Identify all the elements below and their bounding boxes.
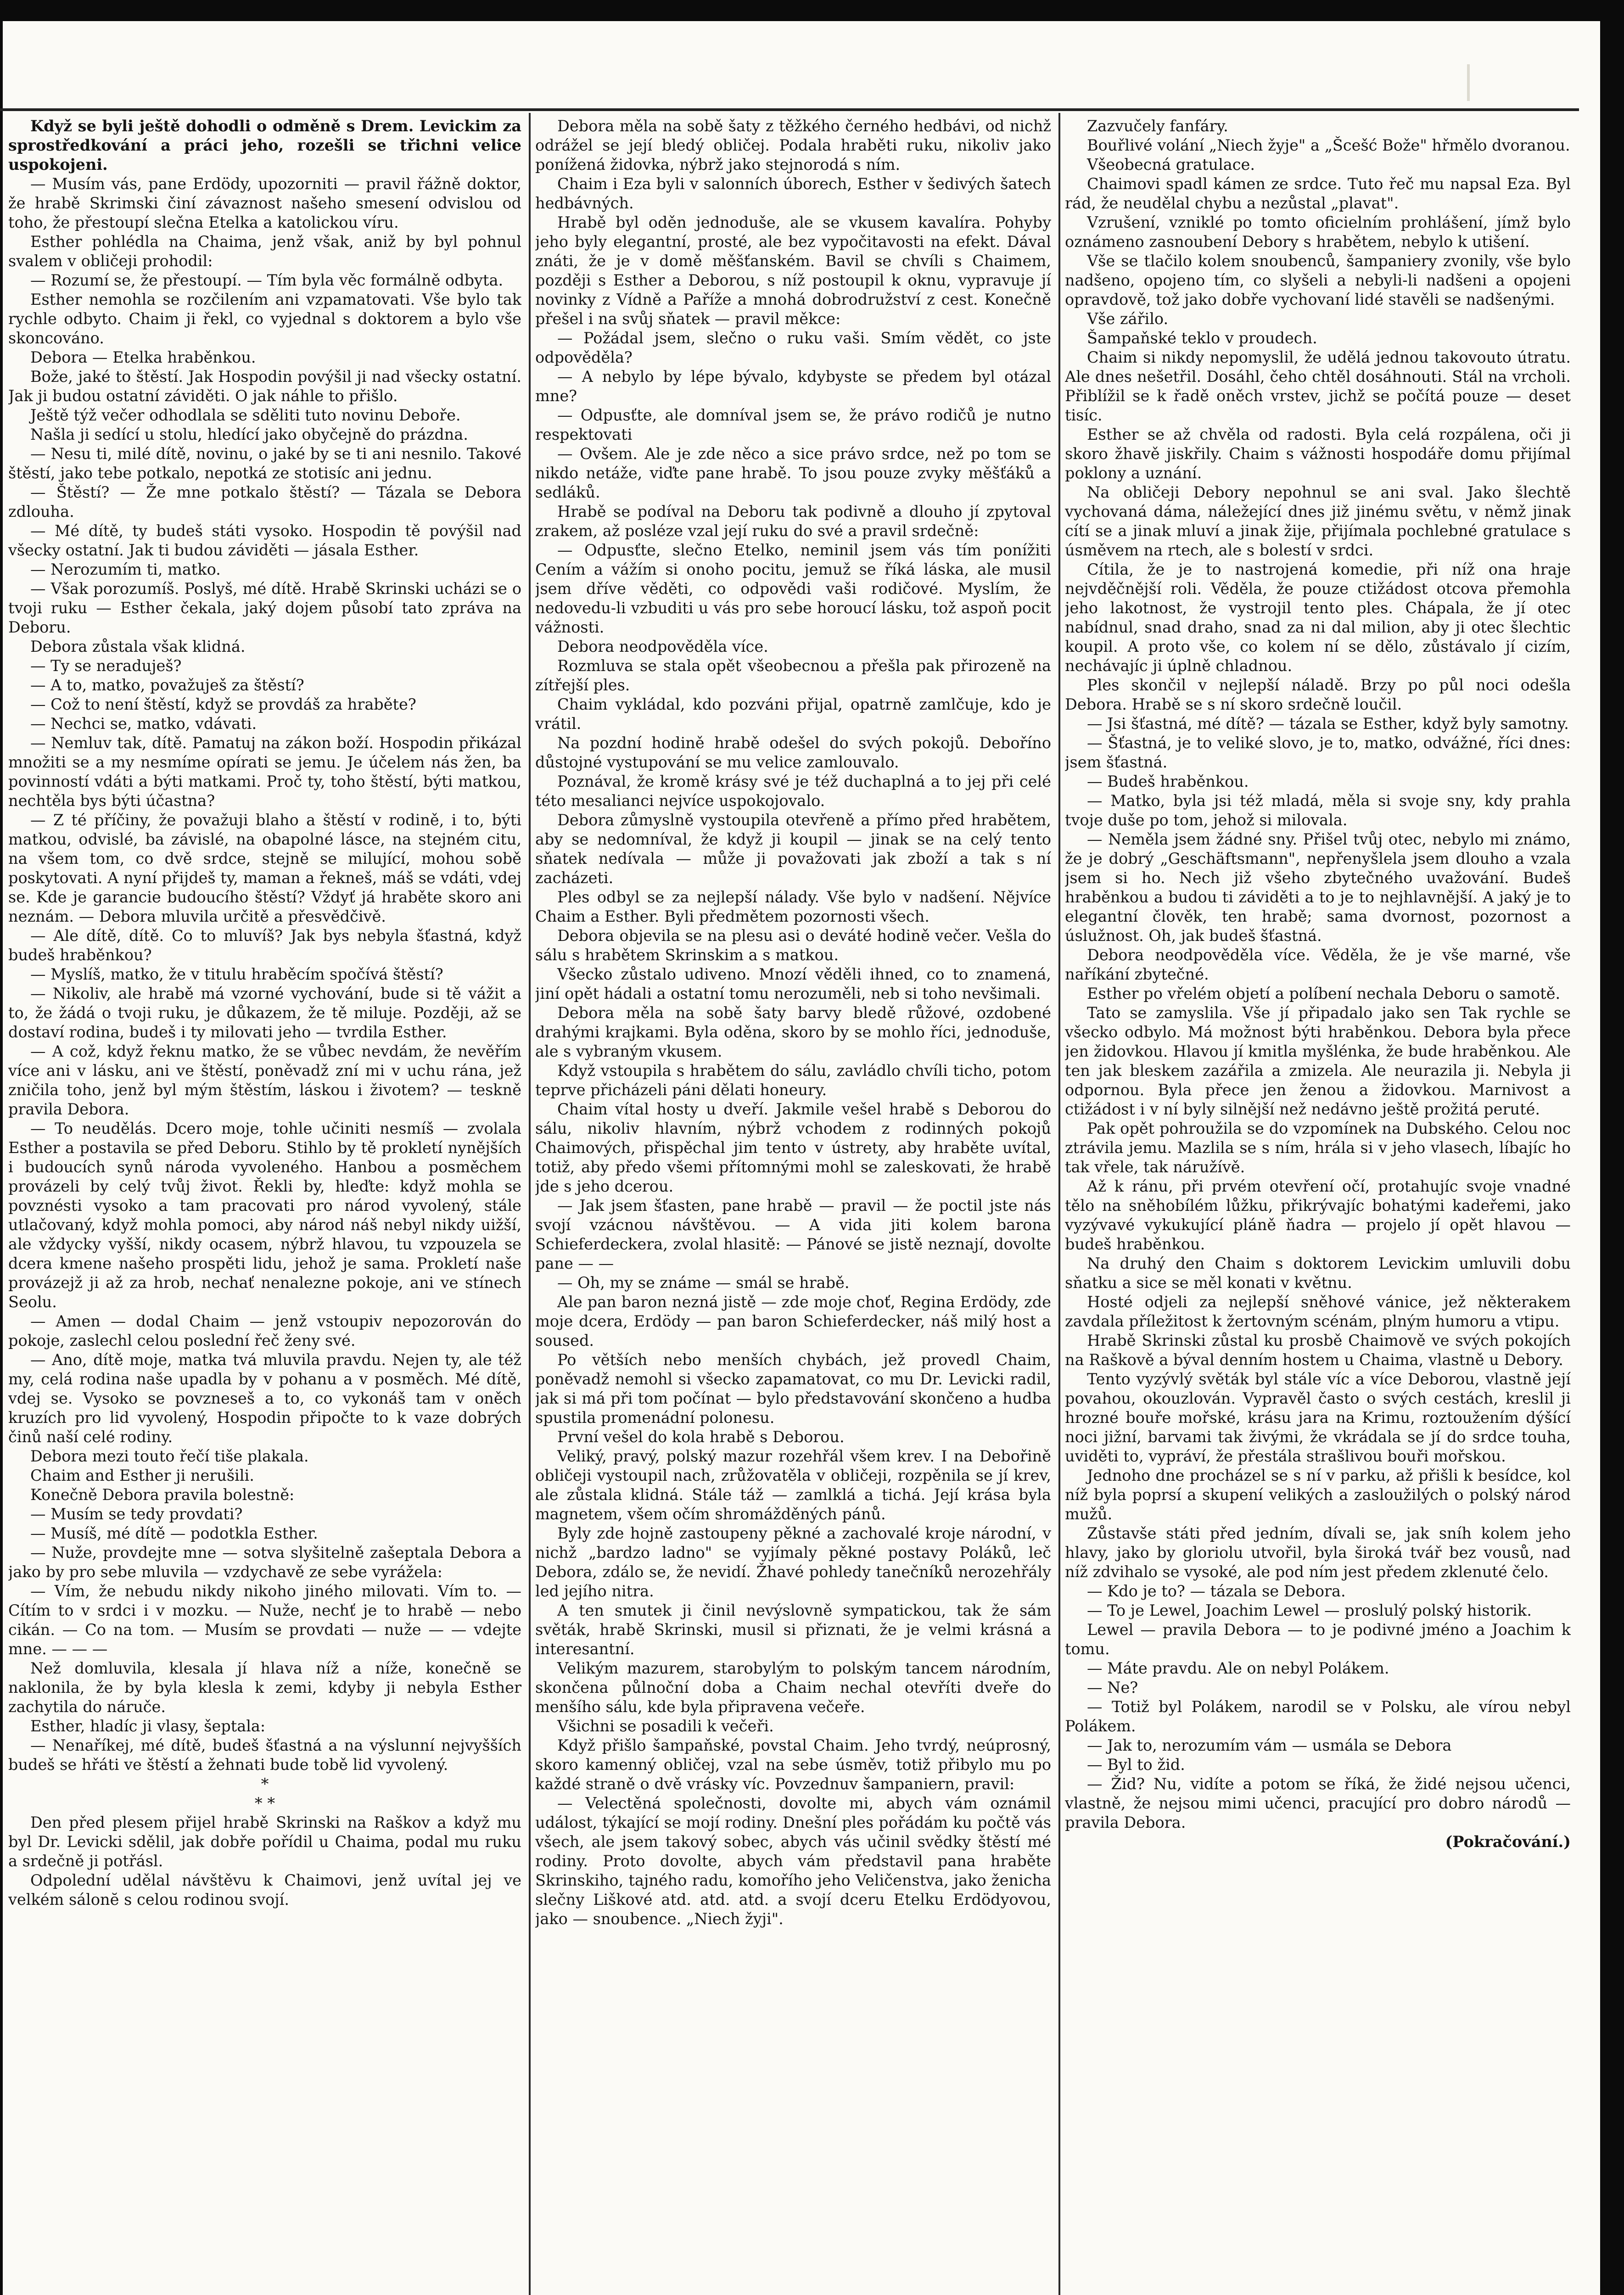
- article-paragraph: — A což, když řeknu matko, že se vůbec nevdám, že nevěřím více ani v lásku, ani ve štěstí, poněvadž zní mi v uchu rána, jež zničila toho, jenž byl mým štěstím, láskou i životem? — teskně pravila Debora.: [8, 1042, 521, 1118]
- article-paragraph: — Nerozumím ti, matko.: [30, 560, 221, 578]
- article-paragraph: — Totiž byl Polákem, narodil se v Polsku, ale vírou nebyl Polákem.: [1065, 1698, 1571, 1735]
- article-paragraph: Esther, hladíc ji vlasy, šeptala:: [30, 1717, 266, 1735]
- article-paragraph: — Žid? Nu, vidíte a potom se říká, že židé nejsou učenci, vlastně, že nejsou mimi učenci, pracující pro dobro národů — pravila Debora.: [1065, 1775, 1571, 1831]
- article-paragraph: Všecko zůstalo udiveno. Mnozí věděli ihned, co to znamená, jiní opět hádali a ostatní tomu nerozuměli, neb si toho nevšimali.: [535, 965, 1051, 1002]
- article-paragraph: — Rozumí se, že přestoupí. — Tím byla věc formálně odbyta.: [30, 271, 504, 289]
- article-paragraph: — Z té příčiny, že považuji blaho a štěstí v rodině, i to, býti matkou, odvislé, ba závislé, na obapolné lásce, na stejném citu, na všem tom, co dvě srdce, stejně se milující, mohou sobě poskytovati. A nyní přijdeš ty, maman a řekneš, máš se vdáti, vdej se. Kde je garancie budoucího štěstí? Vždyť já hraběte skoro ani neznám. — Debora mluvila určitě a přesvědčivě.: [8, 811, 521, 925]
- article-paragraph: — Myslíš, matko, že v titulu hraběcím spočívá štěstí?: [30, 965, 443, 983]
- article-paragraph: — Jak jsem šťasten, pane hrabě — pravil — že poctil jste nás svojí vzácnou návštěvou. — A vida jiti kolem barona Schieferdeckera, zvolal hlasitě: — Pánové se jistě neznají, dovolte pane — —: [535, 1197, 1051, 1272]
- article-paragraph: — Ty se neraduješ?: [30, 657, 182, 675]
- article-paragraph: První vešel do kola hrabě s Deborou.: [557, 1428, 845, 1446]
- article-paragraph: — Šťastná, je to veliké slovo, je to, matko, odvážné, říci dnes: jsem šťastná.: [1065, 734, 1571, 771]
- article-paragraph: Chaim vítal hosty u dveří. Jakmile vešel hrabě s Deborou do sálu, nikoliv hlavním, nýbrž vchodem z rodinných pokojů Chaimových, přispěchal jim tento v ústrety, aby hraběte uvítal, totiž, aby předo všemi přítomnými mohl se zaleskovati, že hrabě jde s jeho dcerou.: [535, 1100, 1051, 1195]
- article-paragraph: Všeobecná gratulace.: [1087, 156, 1255, 174]
- article-paragraph: Bože, jaké to štěstí. Jak Hospodin povýšil ji nad všecky ostatní. Jak ji budou ostatní záviděti. O jak náhle to přišlo.: [8, 368, 521, 405]
- text-column-2: [535, 117, 1051, 2295]
- article-paragraph: — Požádal jsem, slečno o ruku vaši. Smím vědět, co jste odpověděla?: [535, 329, 1051, 366]
- article-paragraph: — Matko, byla jsi též mladá, měla si svoje sny, kdy prahla tvoje duše po tom, jehož si milovala.: [1065, 792, 1571, 829]
- article-paragraph: Když vstoupila s hrabětem do sálu, zavládlo chvíli ticho, potom teprve přicházeli páni dělati honeury.: [535, 1062, 1051, 1099]
- article-paragraph: Našla ji sedící u stolu, hledící jako obyčejně do prázdna.: [30, 425, 468, 443]
- article-paragraph: A ten smutek ji činil nevýslovně sympatickou, tak že sám světák, hrabě Skrinski, musil si přiznati, že je velmi krásná a interesantní.: [535, 1601, 1051, 1658]
- article-paragraph: Když se byli ještě dohodli o odměně s Drem. Levickim za sprostředkování a práci jeho, rozešli se třichni velice uspokojeni.: [8, 117, 521, 174]
- article-paragraph: Zůstavše státi před jedním, dívali se, jak sníh kolem jeho hlavy, jako by gloriolu utvořil, byla široká tvář bez vousů, nad níž zdvihalo se vysoké, ale pod ním jest předem zklenuté čelo.: [1065, 1524, 1571, 1581]
- article-paragraph: Vzrušení, vzniklé po tomto oficielním prohlášení, jímž bylo oznámeno zasnoubení Debory s hrabětem, nebylo k utišení.: [1065, 213, 1571, 251]
- article-paragraph: Chaim vykládal, kdo pozváni přijal, opatrně zamlčuje, kdo je vrátil.: [535, 695, 1051, 733]
- article-paragraph: Odpolední udělal návštěvu k Chaimovi, jenž uvítal jej ve velkém sálonĕ s celou rodinou svojí.: [8, 1871, 521, 1909]
- article-paragraph: — Vím, že nebudu nikdy nikoho jiného milovati. Vím to. — Cítím to v srdci i v mozku. — Nuže, nechť je to hrabě — nebo cikán. — Co na tom. — Musím se provdati — nuže — — vdejte mne. — — —: [8, 1582, 521, 1658]
- article-paragraph: Vše se tlačilo kolem snoubenců, šampaniery zvonily, vše bylo nadšeno, opojeno tím, co slyšeli a nebyli-li nadšeni a opojeni opravdově, tož jako dobře vychovaní lidé stavěli se nadšenými.: [1065, 252, 1571, 308]
- article-paragraph: Debora objevila se na plesu asi o deváté hodině večer. Vešla do sálu s hrabětem Skrinskim a s matkou.: [535, 927, 1051, 964]
- article-paragraph: Debora zůstala však klidná.: [30, 638, 246, 655]
- article-paragraph: — Jak to, nerozumím vám — usmála se Debora: [1087, 1736, 1452, 1754]
- column-divider-2: [1058, 113, 1060, 2295]
- article-paragraph: — Jsi šťastná, mé dítě? — tázala se Esther, když byly samotny.: [1087, 715, 1569, 733]
- article-paragraph: Tento vyzývlý světák byl stále víc a více Deborou, vlastně její povahou, okouzlován. Vypravěl často o svých cestách, kreslil ji hrozné bouře mořské, krásu jara na Krimu, roztoužením dýšící noci jižní, barvami tak živými, že vkrádala se jí do srdce touha, uviděti to, vypráví, že přestála strašlivou bouři mořskou.: [1065, 1370, 1571, 1465]
- article-paragraph: Jednoho dne procházel se s ní v parku, až přišli k besídce, kol níž byla poprsí a skupení velikých a zasloužilých o polský národ mužů.: [1065, 1467, 1571, 1523]
- paper-mark: [1467, 64, 1470, 101]
- article-paragraph: Všichni se posadili k večeři.: [557, 1717, 774, 1735]
- article-paragraph: — Máte pravdu. Ale on nebyl Polákem.: [1087, 1659, 1389, 1677]
- article-paragraph: Hrabě byl oděn jednoduše, ale se vkusem kavalíra. Pohyby jeho byly elegantní, prosté, ale bez vypočitavosti na efekt. Dával znáti, že je v domě měšťanském. Bavil se chvíli s Chaimem, později s Esther a Deborou, s níž postoupil k oknu, vypravuje jí novinky z Vídně a Paříže a mnohá dobrodružství z cest. Konečně přešel i na svůj sňatek — pravil měkce:: [535, 213, 1051, 328]
- article-paragraph: — A nebylo by lépe bývalo, kdybyste se předem byl otázal mne?: [535, 368, 1051, 405]
- article-paragraph: Na obličeji Debory nepohnul se ani sval. Jako šlechtě vychovaná dáma, náležející dnes již jinému světu, v němž jinak cítí se a jinak mluví a jinak žije, přijímala pochlebné gratulace s úsměvem na rtech, ale s bolestí v srdci.: [1065, 483, 1571, 559]
- article-paragraph: Debora mezi touto řečí tiše plakala.: [30, 1447, 309, 1465]
- article-paragraph: Ještě týž večer odhodlala se sděliti tuto novinu Deboře.: [30, 406, 461, 424]
- article-paragraph: — Ovšem. Ale je zde něco a sice právo srdce, než po tom se nikdo netáže, viďte pane hrabě. To jsou pouze zvyky měšťáků a sedláků.: [535, 445, 1051, 501]
- article-paragraph: Až k ránu, při prvém otevření očí, protahujíc svoje vnadné tělo na sněhobílém lůžku, přikrývajíc bohatými kadeřemi, jako vyzývavé vykukující pláně ňadra — projelo jí opět hlavou — budeš hraběnkou.: [1065, 1177, 1571, 1253]
- article-paragraph: Esther se až chvěla od radosti. Byla celá rozpálena, oči ji skoro žhavě jiskřily. Chaim s vážnosti hospodáře domu přijímal poklony a uznání.: [1065, 425, 1571, 482]
- article-paragraph: Byly zde hojně zastoupeny pěkné a zachovalé kroje národní, v nichž „bardzo ladno" se vyjímaly pěkné postavy Poláků, leč Debora, zdálo se, že nevidí. Žhavé pohledy tanečníků nerozehřály led jejího nitra.: [535, 1524, 1051, 1600]
- article-paragraph: Esther pohlédla na Chaima, jenž však, aniž by byl pohnul svalem v obličeji prohodil:: [8, 233, 521, 270]
- article-paragraph: (Pokračování.): [1445, 1833, 1571, 1851]
- scan-border-left: [0, 0, 3, 2295]
- article-paragraph: Debora neodpověděla více. Věděla, že je vše marné, vše naříkání zbytečné.: [1065, 946, 1571, 983]
- article-paragraph: Pak opět pohroužila se do vzpomínek na Dubského. Celou noc ztrávila jemu. Mazlila se s ním, hrála si v jeho vlasech, líbajíc ho tak vřele, tak náružívě.: [1065, 1120, 1571, 1176]
- scan-border-top: [0, 0, 1624, 21]
- article-paragraph: *: [261, 1775, 269, 1793]
- article-paragraph: Zazvučely fanfáry.: [1087, 117, 1228, 135]
- article-paragraph: — Velectěná společnosti, dovolte mi, abych vám oznámil událost, týkající se mojí rodiny. Dnešní ples pořádám ku počtě vás všech, ale jsem takový sobec, abych vás učinil svědky štěstí mé rodiny. Proto dovolte, abych vám představil pana hraběte Skrinskiho, tajného radu, komořího jeho Veličenstva, jako ženicha slečny Liškové atd. atd. atd. a svojí dceru Etelku Erdödyovou, jako — snoubence. „Niech žyji".: [535, 1794, 1051, 1928]
- article-paragraph: Šampaňské teklo v proudech.: [1087, 329, 1317, 347]
- text-column-1: [8, 117, 521, 2295]
- article-paragraph: — Nuže, provdejte mne — sotva slyšitelně zašeptala Debora a jako by pro sebe mluvila — vzdychavě ze sebe vyrážela:: [8, 1544, 521, 1581]
- article-paragraph: — Musíš, mé dítě — podotkla Esther.: [30, 1524, 318, 1542]
- article-paragraph: — To neudělás. Dcero moje, tohle učiniti nesmíš — zvolala Esther a postavila se před Deboru. Stihlo by tě prokletí nynějších i budoucích synů národa vyvoleného. Hanbou a posměchem provázeli by celý tvůj život. Řekli by, hleďte: když mohla se povznésti vysoko a tam pracovati pro národ vyvolený, stále utlačovaný, když mohla pomoci, aby národ náš nebyl nikdy uižší, ale vždycky vyšší, nikdy ocasem, nýbrž hlavou, tu vzpouzela se dcera kmene našeho prospěti lidu, jehož je sama. Prokletí naše provázejž ji až za hrob, nechať nenalezne pokoje, ani ve stínech Seolu.: [8, 1120, 521, 1311]
- article-paragraph: — Amen — dodal Chaim — jenž vstoupiv nepozorován do pokoje, zaslechl celou poslední řeč ženy své.: [8, 1312, 521, 1349]
- article-paragraph: Rozmluva se stala opět všeobecnou a přešla pak přirozeně na zítřejší ples.: [535, 657, 1051, 694]
- article-paragraph: Esther nemohla se rozčilením ani vzpamatovati. Vše bylo tak rychle odbyto. Chaim ji řekl, co vyjednal s doktorem a bylo vše skoncováno.: [8, 291, 521, 347]
- article-paragraph: Chaimovi spadl kámen ze srdce. Tuto řeč mu napsal Eza. Byl rád, že neudělal chybu a nezůstal „plavat".: [1065, 175, 1571, 212]
- article-paragraph: — Však porozumíš. Poslyš, mé dítě. Hrabě Skrinski ucházi se o tvoji ruku — Esther čekala, jaký dojem působí tato zpráva na Deboru.: [8, 580, 521, 636]
- article-paragraph: — Nenaříkej, mé dítě, budeš šťastná a na výslunní nejvyšších budeš se hřáti ve štěstí a žehnati bude tobě lid vyvolený.: [8, 1736, 521, 1774]
- article-paragraph: Lewel — pravila Debora — to je podivné jméno a Joachim k tomu.: [1065, 1621, 1571, 1658]
- article-paragraph: Na pozdní hodině hrabě odešel do svých pokojů. Deboříno důstojné vystupování se mu velice zamlouvalo.: [535, 734, 1051, 771]
- article-paragraph: Chaim i Eza byli v salonních úborech, Esther v šedivých šatech hedbávných.: [535, 175, 1051, 212]
- article-paragraph: — Neměla jsem žádné sny. Přišel tvůj otec, nebylo mi známo, že je dobrý „Geschäftsmann", nepřenyšlela jsem dlouho a vzala jsem si ho. Nech již všeho zbytečného uvažování. Budeš hraběnkou a budou ti záviděti a to je to nejhlavnější. A jaký je to elegantní člověk, ten hrabě; sama dvornost, pozornost a úslužnost. Oh, jak budeš šťastná.: [1065, 830, 1571, 945]
- article-paragraph: Ples skončil v nejlepší náladě. Brzy po půl noci odešla Debora. Hrabě se s ní skoro srdečně loučil.: [1065, 676, 1571, 713]
- article-paragraph: Konečně Debora pravila bolestně:: [30, 1486, 295, 1504]
- article-paragraph: Hosté odjeli za nejlepší sněhové vánice, jež některakem zavdala příležitost k žertovným scénám, plným humoru a vtipu.: [1065, 1293, 1571, 1330]
- top-rule: [0, 108, 1579, 111]
- article-paragraph: Ale pan baron nezná jistě — zde moje choť, Regina Erdödy, zde moje dcera, Erdödy — pan baron Schieferdecker, náš milý host a soused.: [535, 1293, 1051, 1349]
- article-paragraph: Den před plesem přijel hrabě Skrinski na Raškov a když mu byl Dr. Levicki sdělil, jak dobře pořídil u Chaima, podal mu ruku a srdečně ji potřásl.: [8, 1814, 521, 1870]
- article-paragraph: Chaim si nikdy nepomyslil, že udělá jednou takovouto útratu. Ale dnes nešetřil. Dosáhl, čeho chtěl dosáhnouti. Stál na vrcholi. Přiblížil se k řadě oněch vrstev, jichž se počítá pouze — deset tisíc.: [1065, 348, 1571, 424]
- text-column-3: [1065, 117, 1571, 2295]
- article-paragraph: — Ano, dítě moje, matka tvá mluvila pravdu. Nejen ty, ale též my, celá rodina naše upadla by v pohanu a v posměch. Mé dítě, vdej se. Vysoko se povzneseš a to, co vykonáš tam v oněch kruzích pro lid vyvolený, Hospodin připočte to k vaze dobrých činů naší celé rodiny.: [8, 1351, 521, 1446]
- scan-border-right: [1600, 0, 1624, 2295]
- article-paragraph: — Oh, my se známe — smál se hrabě.: [557, 1274, 850, 1292]
- article-paragraph: — To je Lewel, Joachim Lewel — proslulý polský historik.: [1087, 1601, 1532, 1619]
- article-paragraph: Po větších nebo menších chybách, jež provedl Chaim, poněvadž nemohl si všecko zapamatovat, co mu Dr. Levicki radil, jak si má při tom počínat — bylo představování skončeno a hudba spustila promenádní polonesu.: [535, 1351, 1051, 1427]
- article-paragraph: Na druhý den Chaim s doktorem Levickim umluvili dobu sňatku a sice se měl konati v květnu.: [1065, 1254, 1571, 1292]
- article-paragraph: — A to, matko, považuješ za štěstí?: [30, 676, 304, 694]
- article-paragraph: — Odpusťte, ale domníval jsem se, že právo rodičů je nutno respektovati: [535, 406, 1051, 443]
- article-paragraph: Vše zářilo.: [1087, 310, 1169, 328]
- article-paragraph: Poznával, že kromě krásy své je též duchaplná a to jej při celé této mesalianci nejvíce uspokojovalo.: [535, 772, 1051, 810]
- article-paragraph: — Byl to žid.: [1087, 1756, 1185, 1774]
- article-paragraph: Veliký, pravý, polský mazur rozehřál všem krev. I na Debořině obličeji vystoupil nach, zrůžovatěla v obličeji, rozpěnila se jí krev, ale zůstala klidná. Stále táž — zamlklá a tichá. Její krása byla magnetem, všem očím shromážděných pánů.: [535, 1447, 1051, 1523]
- article-paragraph: Než domluvila, klesala jí hlava níž a níže, konečně se naklonila, že by byla klesla k zemi, kdyby ji nebyla Esther zachytila do náruče.: [8, 1659, 521, 1716]
- article-paragraph: — Což to není štěstí, když se provdáš za hraběte?: [30, 695, 416, 713]
- article-paragraph: — Musím vás, pane Erdödy, upozorniti — pravil řážně doktor, že hrabě Skrimski činí závaznost našeho smesení odvislou od toho, že přestoupí slečna Etelka a katolickou víru.: [8, 175, 521, 231]
- article-paragraph: — Nemluv tak, dítě. Pamatuj na zákon boží. Hospodin přikázal množiti se a my nesmíme opírati se jemu. Je účelem nás žen, ba povinností vdáti a býti matkami. Proč ty, toho štěstí, býti matkou, nechtěla bys býti účastna?: [8, 734, 521, 810]
- article-paragraph: — Odpusťte, slečno Etelko, neminil jsem vás tím ponížiti Cením a vážím si onoho pocitu, jemuž se říká láska, ale musil jsem dříve věděti, co odpovědi vaši rodičové. Myslím, že nedovedu-li vzbuditi u vás pro sebe horoucí lásku, tož aspoň pocit vážnosti.: [535, 541, 1051, 636]
- article-paragraph: — Musím se tedy provdati?: [30, 1505, 243, 1523]
- article-paragraph: Ples odbyl se za nejlepší nálady. Vše bylo v nadšení. Nějvíce Chaim a Esther. Byli předmětem pozornosti všech.: [535, 888, 1051, 925]
- article-paragraph: Tato se zamyslila. Vše jí připadalo jako sen Tak rychle se všecko odbylo. Má možnost býti hraběnkou. Debora byla přece jen židovkou. Hlavou jí kmitla myšlénka, že bude hraběnkou. Ale ten jak bleskem zazářila a zmizela. Ale neurazila ji. Nebyla ji odpornou. Byla přece jen ženou a židovkou. Marnivost a ctižádost i v ní byly silnější než nedávno ještě prožitá peruté.: [1065, 1004, 1571, 1118]
- article-paragraph: Když přišlo šampaňské, povstal Chaim. Jeho tvrdý, neúprosný, skoro kamenný obličej, vzal na sebe úsměv, totiž přibylo mu po každé straně o dvě vrásky víc. Povzednuv šampaniern, pravil:: [535, 1736, 1051, 1793]
- article-paragraph: Debora měla na sobě šaty z těžkého černého hedbávi, od nichž odrážel se její bledý obličej. Podala hraběti ruku, nikoliv jako ponížená židovka, nýbrž jako stejnorodá s ním.: [535, 117, 1051, 174]
- article-paragraph: — Mé dítě, ty budeš státi vysoko. Hospodin tě povýšil nad všecky ostatní. Jak ti budou záviděti — jásala Esther.: [8, 522, 521, 559]
- article-paragraph: Cítila, že je to nastrojená komedie, při níž ona hraje nejvděčnější roli. Věděla, že pouze ctižádost otcova přemohla jeho lakotnost, že vystrojil tento ples. Chápala, že jí otec nabídnul, snad draho, snad za ni dal milion, aby ji otec šlechtic koupil. A proto vše, co kolem ní se dělo, zůstávalo jí cizím, nechávajíc ji úplně chladnou.: [1065, 560, 1571, 675]
- article-paragraph: Debora měla na sobě šaty barvy bledě růžové, ozdobené drahými krajkami. Byla oděna, skoro by se mohlo říci, jednoduše, ale s vybraným vkusem.: [535, 1004, 1051, 1060]
- article-paragraph: * *: [254, 1794, 275, 1812]
- article-paragraph: Esther po vřelém objetí a políbení nechala Deboru o samotě.: [1087, 985, 1561, 1002]
- article-paragraph: — Ne?: [1087, 1679, 1138, 1696]
- article-paragraph: — Ale dítě, dítě. Co to mluvíš? Jak bys nebyla šťastná, když budeš hraběnkou?: [8, 927, 521, 964]
- article-paragraph: Bouřlivé volání „Niech žyje" a „Šcešć Bože" hřmělo dvoranou.: [1087, 136, 1570, 154]
- article-paragraph: Debora — Etelka hraběnkou.: [30, 348, 256, 366]
- article-paragraph: Hrabě Skrinski zůstal ku prosbě Chaimově ve svých pokojích na Raškově a býval denním hostem u Chaima, vlastně u Debory.: [1065, 1332, 1571, 1369]
- column-divider-1: [529, 113, 531, 2295]
- article-paragraph: Chaim and Esther ji nerušili.: [30, 1467, 254, 1484]
- article-paragraph: — Štěstí? — Že mne potkalo štěstí? — Tázala se Debora zdlouha.: [8, 483, 521, 521]
- article-paragraph: Velikým mazurem, starobylým to polským tancem národním, skončena půlnoční doba a Chaim nechal otevříti dveře do menšího sálu, kde byla připravena večeře.: [535, 1659, 1051, 1716]
- article-paragraph: — Nesu ti, milé dítě, novinu, o jaké by se ti ani nesnilo. Takové štěstí, jako tebe potkalo, nepotká ze stotisíc ani jednu.: [8, 445, 521, 482]
- article-paragraph: — Budeš hraběnkou.: [1087, 772, 1249, 790]
- article-paragraph: Hrabě se podíval na Deboru tak podivně a dlouho jí zpytoval zrakem, až posléze vzal její ruku do své a pravil srdečně:: [535, 503, 1051, 540]
- article-paragraph: — Kdo je to? — tázala se Debora.: [1087, 1582, 1346, 1600]
- article-paragraph: Debora zůmyslně vystoupila otevřeně a přímo před hrabětem, aby se nedomníval, že když ji koupil — jinak se na celý tento sňatek nedívala — může ji považovati jak zboží a tak s ní zacházeti.: [535, 811, 1051, 887]
- article-paragraph: — Nechci se, matko, vdávati.: [30, 715, 257, 733]
- article-paragraph: — Nikoliv, ale hrabě má vzorné vychování, bude si tě vážit a to, že žádá o tvoji ruku, je důkazem, že tě miluje. Později, až se dostaví rodina, budeš i ty milovati jeho — tvrdila Esther.: [8, 985, 521, 1041]
- article-paragraph: Debora neodpověděla více.: [557, 638, 768, 655]
